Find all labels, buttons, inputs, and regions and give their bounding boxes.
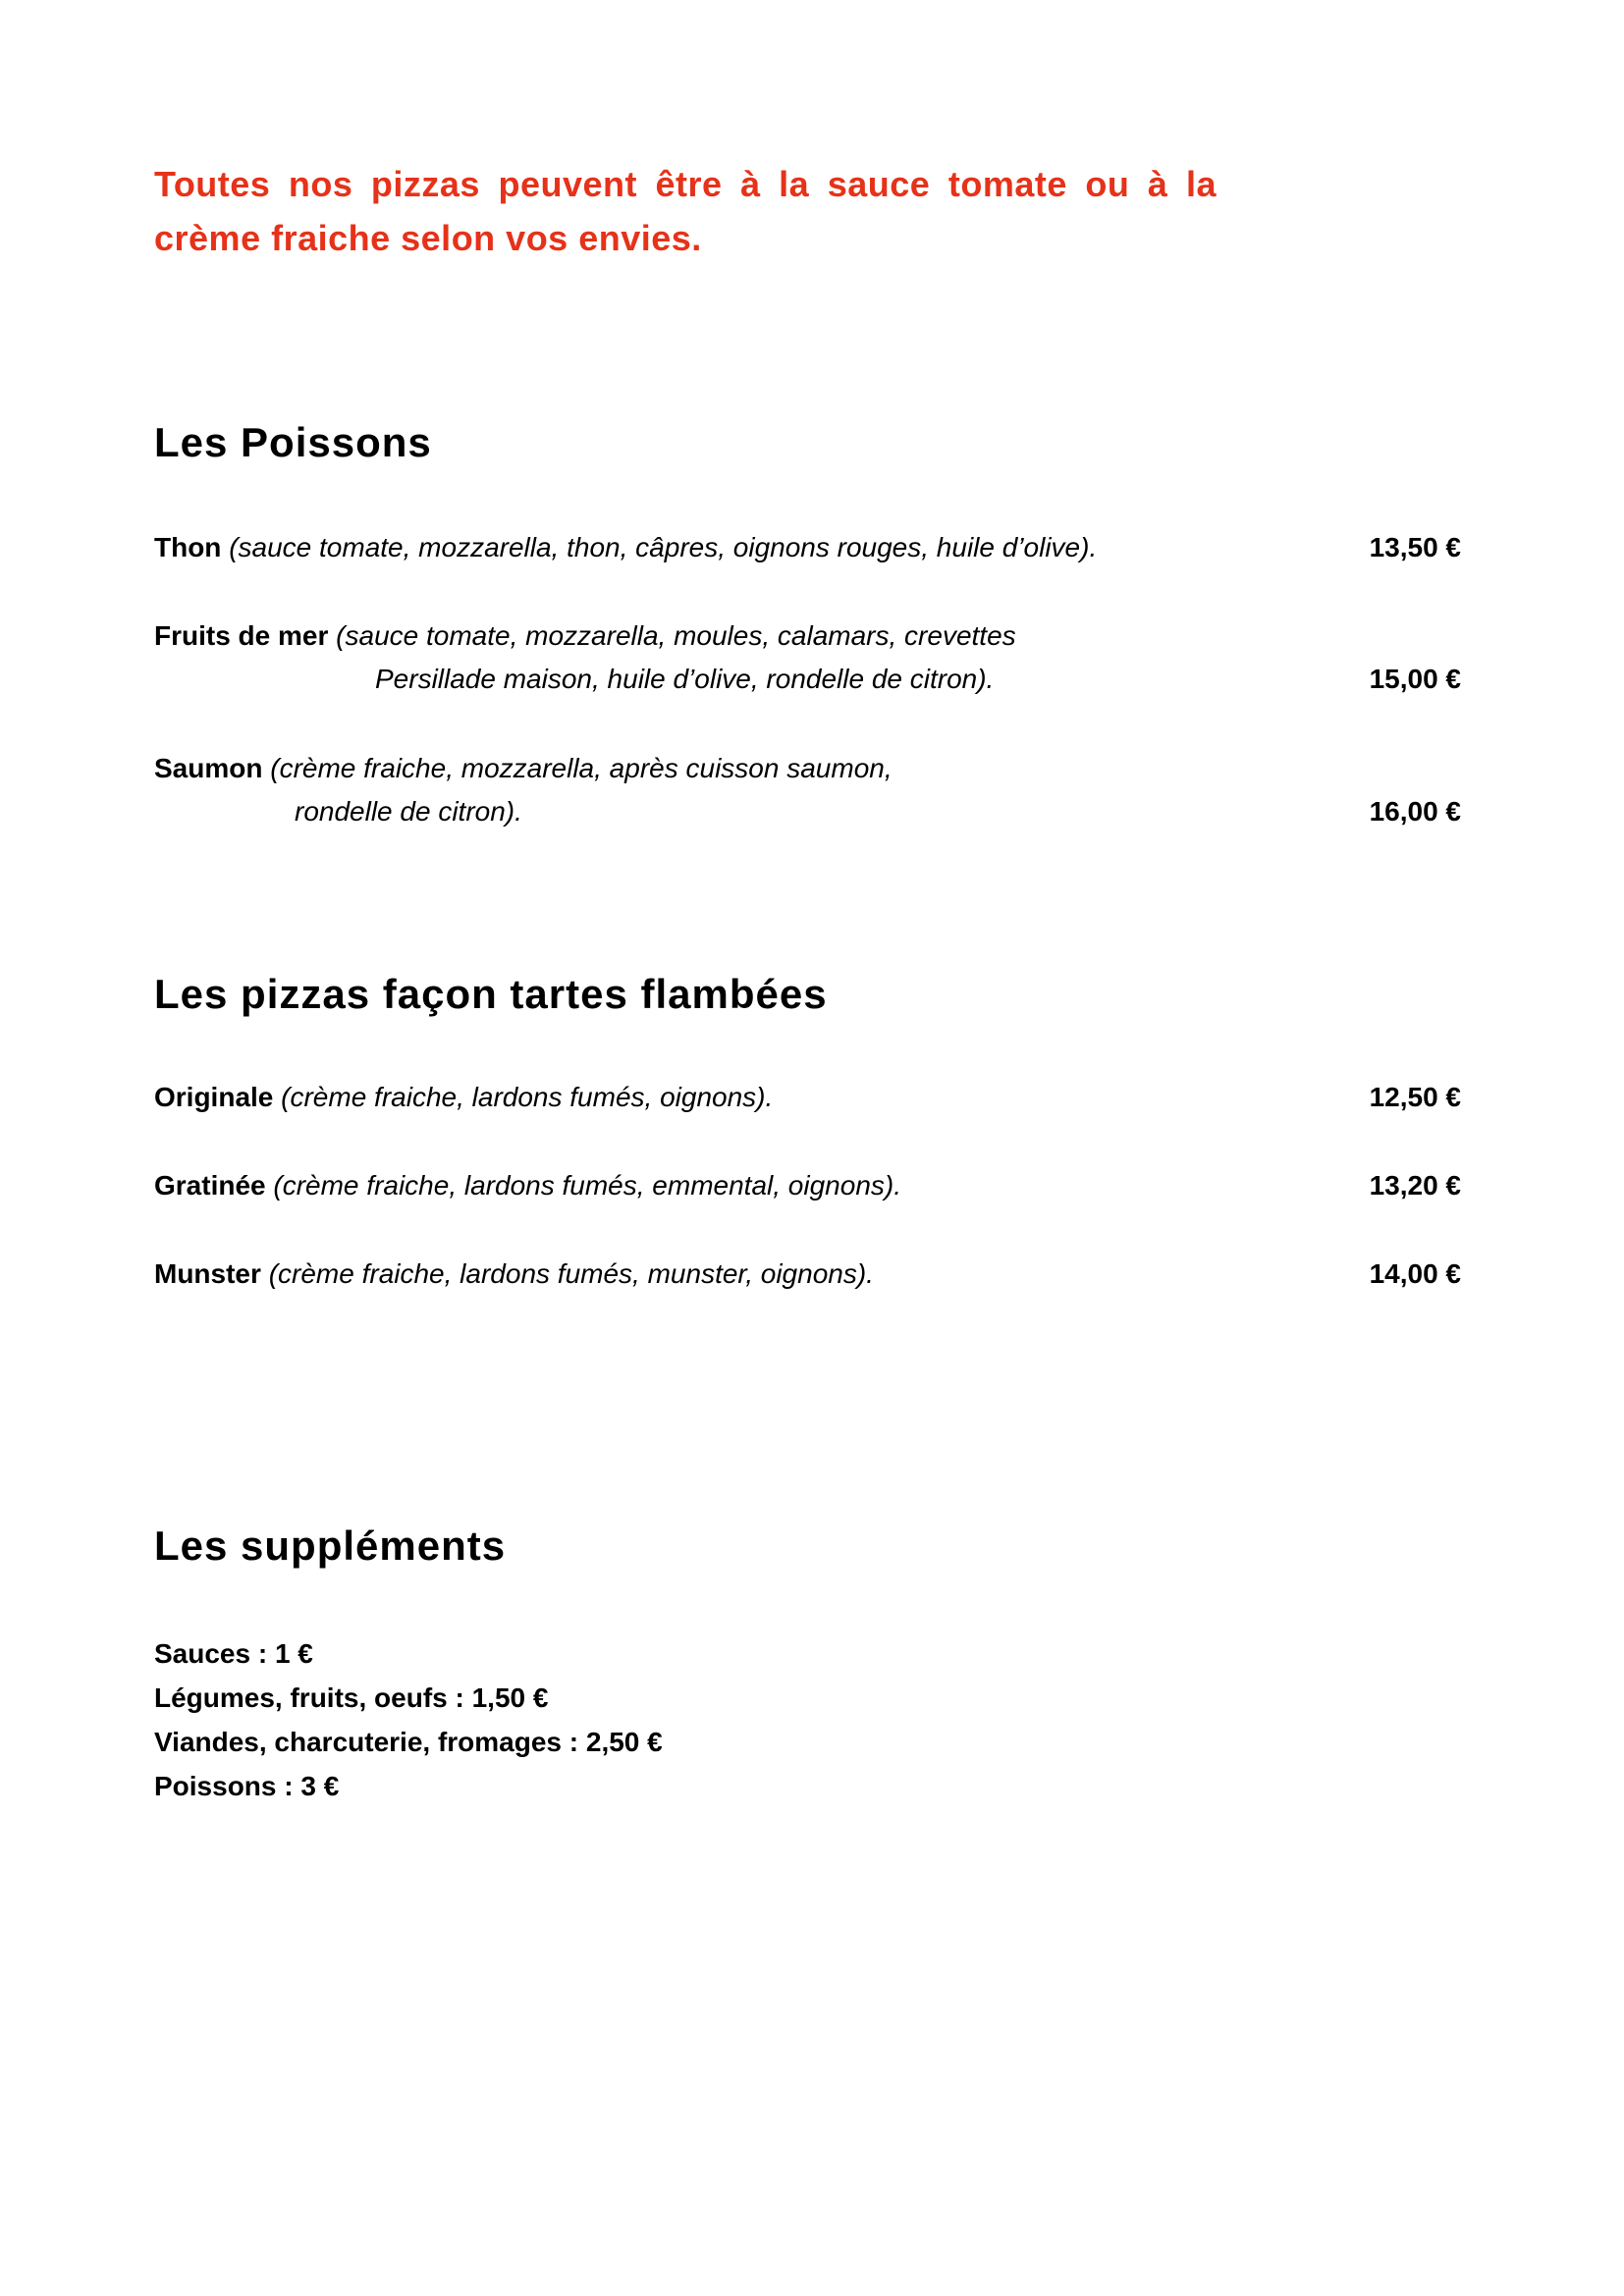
item-name: Saumon (154, 753, 263, 783)
supplement-sauces: Sauces : 1 € (154, 1638, 313, 1669)
menu-item-thon (154, 526, 1461, 569)
item-name: Munster (154, 1258, 261, 1289)
menu-item-fruits-de-mer (154, 614, 1461, 701)
item-ingredients: (sauce tomate, mozzarella, moules, calamars, crevettes (336, 620, 1016, 651)
item-price: 12,50 € (1369, 1082, 1461, 1112)
item-ingredients: (sauce tomate, mozzarella, thon, câpres, oignons rouges, huile d’olive). (229, 532, 1098, 562)
item-ingredients: (crème fraiche, lardons fumés, emmental, oignons). (273, 1170, 901, 1201)
supplement-poissons: Poissons : 3 € (154, 1771, 340, 1801)
item-description (154, 614, 1016, 701)
menu-item-gratinee (154, 1164, 1461, 1207)
item-name: Fruits de mer (154, 620, 329, 651)
section-title-poissons: Les Poissons (154, 419, 432, 465)
item-name: Thon (154, 532, 222, 562)
item-ingredients-continued: rondelle de citron). (295, 796, 522, 827)
item-description (154, 1076, 773, 1119)
item-description (154, 1253, 874, 1296)
item-ingredients-continued: Persillade maison, huile d’olive, rondelle de citron). (375, 664, 995, 694)
item-price: 13,20 € (1369, 1170, 1461, 1201)
item-price: 16,00 € (1369, 796, 1461, 827)
item-price: 14,00 € (1369, 1258, 1461, 1289)
menu-item-munster (154, 1253, 1461, 1296)
menu-item-saumon (154, 747, 1461, 833)
intro-note: Toutes nos pizzas peuvent être à la sauce tomate ou à la crème fraiche selon vos envies. (154, 164, 1217, 258)
supplement-legumes-fruits-oeufs: Légumes, fruits, oeufs : 1,50 € (154, 1682, 549, 1713)
item-ingredients: (crème fraiche, lardons fumés, oignons). (281, 1082, 774, 1112)
item-price: 13,50 € (1369, 532, 1461, 562)
item-price: 15,00 € (1369, 664, 1461, 694)
item-name: Gratinée (154, 1170, 266, 1201)
supplements-list (154, 1631, 663, 1808)
item-description (154, 526, 1097, 569)
item-ingredients: (crème fraiche, mozzarella, après cuisson saumon, (270, 753, 893, 783)
item-description (154, 1164, 901, 1207)
section-title-supplements: Les suppléments (154, 1522, 507, 1569)
item-ingredients: (crème fraiche, lardons fumés, munster, oignons). (268, 1258, 874, 1289)
item-name: Originale (154, 1082, 274, 1112)
section-title-tartes-flambees: Les pizzas façon tartes flambées (154, 971, 828, 1017)
item-description (154, 747, 893, 833)
menu-item-originale (154, 1076, 1461, 1119)
supplement-viandes-charcuterie-fromages: Viandes, charcuterie, fromages : 2,50 € (154, 1727, 663, 1757)
